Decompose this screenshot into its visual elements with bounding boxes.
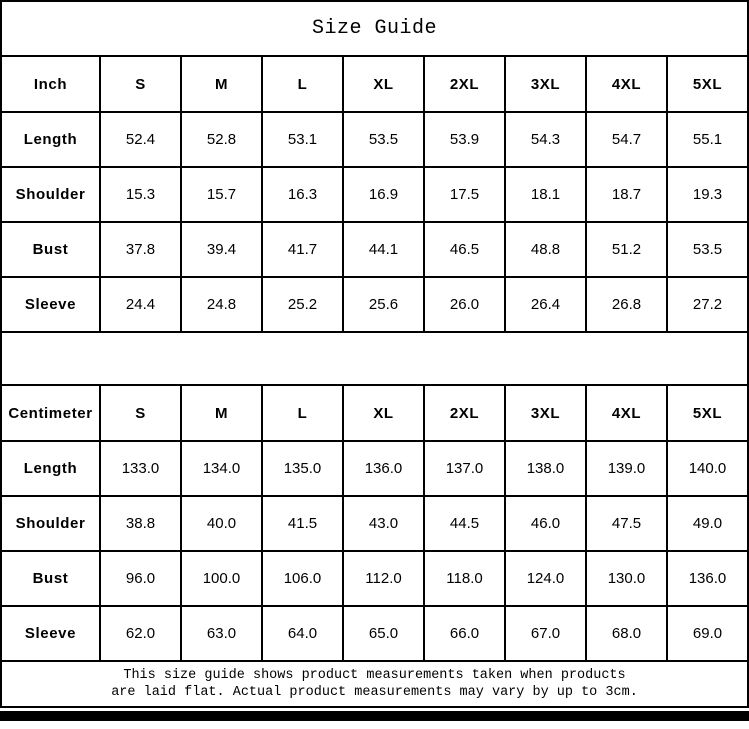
unit-header-cell: Inch	[1, 56, 100, 112]
size-header-cell: S	[100, 385, 181, 441]
centimeter-size-table	[0, 384, 749, 662]
table-row	[1, 277, 748, 332]
measurement-value-cell: 118.0	[424, 551, 505, 606]
table-row	[1, 551, 748, 606]
measurement-value-cell: 40.0	[181, 496, 262, 551]
size-header-cell: 3XL	[505, 385, 586, 441]
measurement-value-cell: 46.5	[424, 222, 505, 277]
measurement-value-cell: 53.1	[262, 112, 343, 167]
measurement-value-cell: 24.8	[181, 277, 262, 332]
measurement-value-cell: 44.1	[343, 222, 424, 277]
measurement-value-cell: 48.8	[505, 222, 586, 277]
measurement-value-cell: 139.0	[586, 441, 667, 496]
measurement-value-cell: 16.3	[262, 167, 343, 222]
measurement-value-cell: 17.5	[424, 167, 505, 222]
measurement-label-cell: Shoulder	[1, 167, 100, 222]
measurement-value-cell: 44.5	[424, 496, 505, 551]
measurement-value-cell: 68.0	[586, 606, 667, 661]
measurement-value-cell: 25.2	[262, 277, 343, 332]
size-header-cell: 2XL	[424, 385, 505, 441]
measurement-value-cell: 49.0	[667, 496, 748, 551]
table-row	[1, 167, 748, 222]
measurement-value-cell: 62.0	[100, 606, 181, 661]
measurement-label-cell: Bust	[1, 222, 100, 277]
measurement-value-cell: 140.0	[667, 441, 748, 496]
measurement-value-cell: 25.6	[343, 277, 424, 332]
note-line-2: are laid flat. Actual product measurements may vary by up to 3cm.	[111, 685, 638, 700]
measurement-value-cell: 39.4	[181, 222, 262, 277]
measurement-value-cell: 134.0	[181, 441, 262, 496]
size-header-cell: 5XL	[667, 385, 748, 441]
measurement-value-cell: 19.3	[667, 167, 748, 222]
measurement-value-cell: 15.3	[100, 167, 181, 222]
measurement-value-cell: 26.8	[586, 277, 667, 332]
measurement-value-cell: 27.2	[667, 277, 748, 332]
size-header-cell: 2XL	[424, 56, 505, 112]
measurement-value-cell: 64.0	[262, 606, 343, 661]
inch-size-table	[0, 55, 749, 333]
measurement-value-cell: 53.5	[343, 112, 424, 167]
page-title: Size Guide	[311, 17, 438, 40]
bottom-border-bar	[0, 711, 749, 721]
size-header-cell: 4XL	[586, 385, 667, 441]
measurement-value-cell: 133.0	[100, 441, 181, 496]
size-header-cell: M	[181, 56, 262, 112]
size-header-cell: L	[262, 56, 343, 112]
measurement-value-cell: 41.7	[262, 222, 343, 277]
measurement-value-cell: 26.0	[424, 277, 505, 332]
measurement-value-cell: 26.4	[505, 277, 586, 332]
measurement-value-cell: 52.8	[181, 112, 262, 167]
table-row	[1, 112, 748, 167]
measurement-value-cell: 66.0	[424, 606, 505, 661]
measurement-label-cell: Bust	[1, 551, 100, 606]
measurement-value-cell: 18.7	[586, 167, 667, 222]
unit-header-cell: Centimeter	[1, 385, 100, 441]
measurement-value-cell: 96.0	[100, 551, 181, 606]
size-header-cell: XL	[343, 56, 424, 112]
measurement-value-cell: 55.1	[667, 112, 748, 167]
table-row	[1, 496, 748, 551]
measurement-value-cell: 135.0	[262, 441, 343, 496]
measurement-value-cell: 46.0	[505, 496, 586, 551]
measurement-value-cell: 100.0	[181, 551, 262, 606]
measurement-value-cell: 130.0	[586, 551, 667, 606]
measurement-value-cell: 53.5	[667, 222, 748, 277]
size-header-cell: 3XL	[505, 56, 586, 112]
measurement-value-cell: 43.0	[343, 496, 424, 551]
measurement-value-cell: 51.2	[586, 222, 667, 277]
note-line-1: This size guide shows product measurements taken when products	[123, 668, 626, 683]
measurement-value-cell: 47.5	[586, 496, 667, 551]
size-header-cell: 5XL	[667, 56, 748, 112]
size-header-row	[1, 56, 748, 112]
table-spacer	[0, 333, 749, 384]
measurement-value-cell: 37.8	[100, 222, 181, 277]
measurement-value-cell: 67.0	[505, 606, 586, 661]
measurement-value-cell: 18.1	[505, 167, 586, 222]
size-header-cell: 4XL	[586, 56, 667, 112]
size-header-cell: S	[100, 56, 181, 112]
measurement-value-cell: 138.0	[505, 441, 586, 496]
measurement-value-cell: 137.0	[424, 441, 505, 496]
measurement-label-cell: Length	[1, 112, 100, 167]
measurement-label-cell: Shoulder	[1, 496, 100, 551]
measurement-value-cell: 15.7	[181, 167, 262, 222]
size-header-cell: M	[181, 385, 262, 441]
table-row	[1, 441, 748, 496]
measurement-label-cell: Sleeve	[1, 606, 100, 661]
measurement-value-cell: 41.5	[262, 496, 343, 551]
measurement-value-cell: 136.0	[343, 441, 424, 496]
measurement-value-cell: 69.0	[667, 606, 748, 661]
measurement-note	[0, 662, 749, 708]
size-header-row	[1, 385, 748, 441]
table-row	[1, 606, 748, 661]
measurement-value-cell: 52.4	[100, 112, 181, 167]
measurement-label-cell: Length	[1, 441, 100, 496]
measurement-value-cell: 65.0	[343, 606, 424, 661]
measurement-value-cell: 106.0	[262, 551, 343, 606]
measurement-value-cell: 54.7	[586, 112, 667, 167]
measurement-label-cell: Sleeve	[1, 277, 100, 332]
table-row	[1, 222, 748, 277]
measurement-value-cell: 124.0	[505, 551, 586, 606]
measurement-value-cell: 16.9	[343, 167, 424, 222]
measurement-value-cell: 54.3	[505, 112, 586, 167]
measurement-value-cell: 63.0	[181, 606, 262, 661]
measurement-value-cell: 136.0	[667, 551, 748, 606]
title-row	[0, 0, 749, 55]
measurement-value-cell: 24.4	[100, 277, 181, 332]
measurement-value-cell: 38.8	[100, 496, 181, 551]
size-header-cell: XL	[343, 385, 424, 441]
measurement-value-cell: 53.9	[424, 112, 505, 167]
size-header-cell: L	[262, 385, 343, 441]
measurement-value-cell: 112.0	[343, 551, 424, 606]
